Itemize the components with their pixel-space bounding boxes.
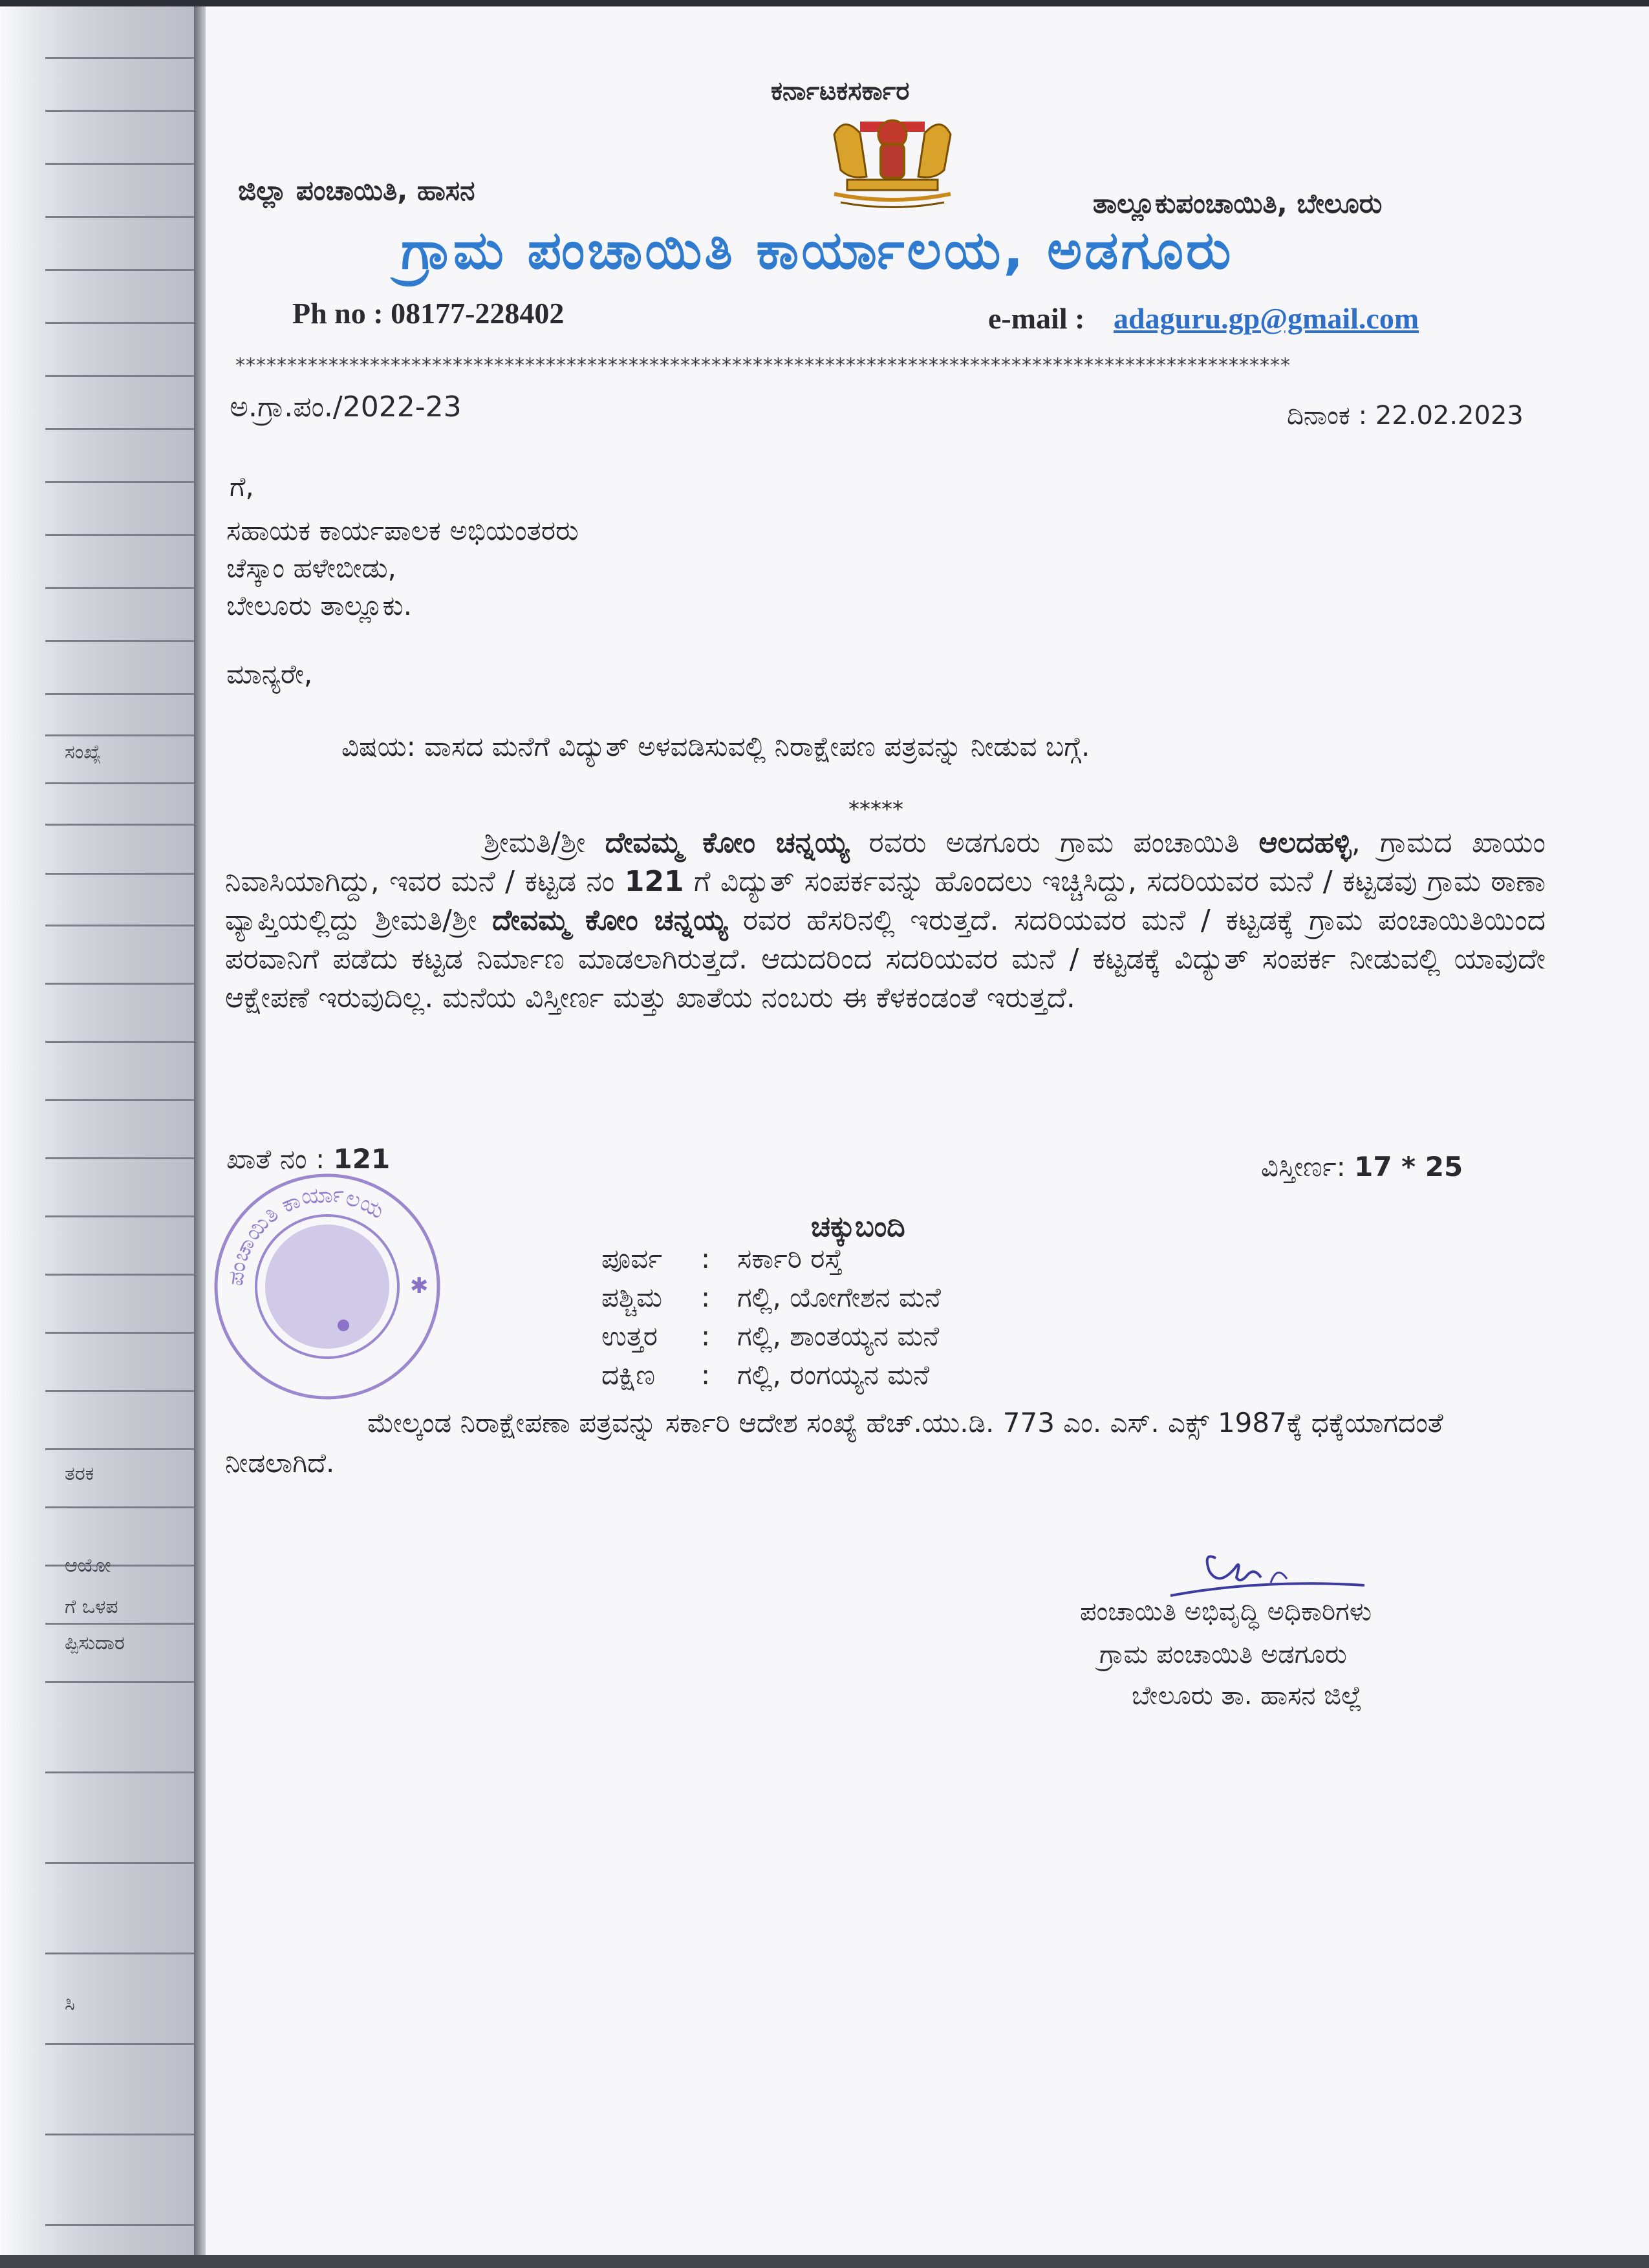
reference-number: ಅ.ಗ್ರಾ.ಪಂ./2022-23 — [230, 390, 462, 423]
boundary-colon: : — [701, 1281, 711, 1313]
office-seal-stamp — [204, 1164, 450, 1409]
house-number: 121 — [624, 865, 684, 898]
binding-fragment: ಆಯೋ — [65, 1554, 111, 1577]
property-extent: ವಿಸ್ತೀರ್ಣ: 17 * 25 — [1261, 1151, 1463, 1182]
phone-number: Ph no : 08177-228402 — [292, 297, 565, 330]
email-link[interactable]: adaguru.gp@gmail.com — [1114, 302, 1419, 335]
recipient-line: ಚೆಸ್ಕಾಂ ಹಳೇಬೀಡು, — [226, 552, 396, 584]
applicant-name: ದೇವಮ್ಮ ಕೋಂ ಚನ್ನಯ್ಯ — [605, 826, 850, 859]
section-divider: ***** — [848, 797, 903, 822]
boundary-value: ಸರ್ಕಾರಿ ರಸ್ತೆ — [737, 1243, 843, 1274]
boundaries-title: ಚಕ್ಕುಬಂದಿ — [811, 1210, 905, 1243]
government-heading: ಕರ್ನಾಟಕಸರ್ಕಾರ — [771, 76, 910, 106]
recipient-to: ಗೆ, — [230, 471, 254, 502]
binding-fragment: ಸಿ — [65, 1993, 75, 2015]
boundary-direction: ದಕ್ಷಿಣ — [601, 1359, 656, 1391]
boundary-colon: : — [701, 1320, 711, 1352]
email-label: e-mail : — [988, 302, 1085, 335]
binding-fragment: ಗೆ ಒಳಪ — [65, 1596, 118, 1618]
body-paragraph: ಶ್ರೀಮತಿ/ಶ್ರೀ ದೇವಮ್ಮ ಕೋಂ ಚನ್ನಯ್ಯ ರವರು ಅಡಗೂರು ಗ್ರಾಮ ಪಂಚಾಯಿತಿ ಆಲದಹಳ್ಳಿ, ಗ್ರಾಮದ ಖಾಯಂ ನಿವಾಸಿಯಾಗಿದ್ದು, ಇವರ ಮನೆ / ಕಟ್ಟಡ ನಂ 121 ಗೆ ವಿದ್ಯುತ್ ಸಂಪರ್ಕವನ್ನು ಹೊಂದಲು ಇಚ್ಚಿಸಿದ್ದು, ಸದರಿಯವರ ಮನೆ / ಕಟ್ಟಡವು ಗ್ರಾಮ ಠಾಣಾ ವ್ಯಾಪ್ತಿಯಲ್ಲಿದ್ದು ಶ್ರೀಮತಿ/ಶ್ರೀ ದೇವಮ್ಮ ಕೋಂ ಚನ್ನಯ್ಯ ರವರ ಹೆಸರಿನಲ್ಲಿ ಇರುತ್ತದೆ. ಸದರಿಯವರ ಮನೆ / ಕಟ್ಟಡಕ್ಕೆ ಗ್ರಾಮ ಪಂಚಾಯಿತಿಯಿಂದ ಪರವಾನಿಗೆ ಪಡೆದು ಕಟ್ಟಡ ನಿರ್ಮಾಣ ಮಾಡಲಾಗಿರುತ್ತದೆ. ಆದುದರಿಂದ ಸದರಿಯವರ ಮನೆ / ಕಟ್ಟಡಕ್ಕೆ ವಿದ್ಯುತ್ ಸಂಪರ್ಕ ನೀಡುವಲ್ಲಿ ಯಾವುದೇ ಆಕ್ಷೇಪಣೆ ಇರುವುದಿಲ್ಲ. ಮನೆಯ ವಿಸ್ತೀರ್ಣ ಮತ್ತು ಖಾತೆಯ ನಂಬರು ಈ ಕೆಳಕಂಡಂತೆ ಇರುತ್ತದೆ. — [225, 826, 1546, 1014]
binding-fragment: ಸಂಖ್ಯೆ — [65, 741, 102, 764]
scan-bottom-edge — [0, 2255, 1649, 2268]
zilla-panchayat-label: ಜಿಲ್ಲಾ ಪಂಚಾಯಿತಿ, ಹಾಸನ — [238, 175, 475, 206]
svg-text:✱: ✱ — [410, 1273, 429, 1299]
boundary-direction: ಉತ್ತರ — [601, 1320, 658, 1352]
signatory-designation: ಪಂಚಾಯಿತಿ ಅಭಿವೃದ್ಧಿ ಅಧಿಕಾರಿಗಳು — [1080, 1597, 1372, 1627]
letter-page — [194, 0, 1649, 2268]
boundary-colon: : — [701, 1359, 711, 1391]
recipient-line: ಬೇಲೂರು ತಾಲ್ಲೂಕು. — [226, 590, 413, 621]
closing-statement: ಮೇಲ್ಕಂಡ ನಿರಾಕ್ಷೇಪಣಾ ಪತ್ರವನ್ನು ಸರ್ಕಾರಿ ಆದೇಶ ಸಂಖ್ಯೆ ಹೆಚ್.ಯು.ಡಿ. 773 ಎಂ. ಎಸ್. ಎಕ್ಸ್ 1987ಕ್ಕೆ ಧಕ್ಕೆಯಾಗದಂತೆ ನೀಡಲಾಗಿದೆ. — [225, 1407, 1443, 1479]
boundary-direction: ಪಶ್ಚಿಮ — [601, 1281, 663, 1313]
letter-date: ದಿನಾಂಕ : 22.02.2023 — [1287, 401, 1524, 431]
boundary-direction: ಪೂರ್ವ — [601, 1243, 662, 1274]
boundary-value: ಗಲ್ಲಿ, ಶಾಂತಯ್ಯನ ಮನೆ — [737, 1320, 940, 1352]
binding-fragment: ಪ್ಪಿಸುದಾರ — [65, 1632, 125, 1654]
salutation: ಮಾನ್ಯರೇ, — [226, 658, 313, 690]
scan-top-edge — [0, 0, 1649, 6]
khata-number: ಖಾತೆ ನಂ : 121 — [226, 1143, 391, 1175]
register-binding-strip — [0, 0, 194, 2268]
page-fold-shadow — [194, 0, 206, 2268]
header-separator: ****************************************************************************************************** — [235, 354, 1291, 377]
seal-text: ಪಂಚಾಯಿತಿ ಕಾರ್ಯಾಲಯ — [222, 1181, 389, 1288]
signatory-office: ಗ್ರಾಮ ಪಂಚಾಯಿತಿ ಅಡಗೂರು — [1099, 1640, 1347, 1669]
taluk-panchayat-label: ತಾಲ್ಲೂಕುಪಂಚಾಯಿತಿ, ಬೇಲೂರು — [1093, 187, 1383, 219]
signatory-location: ಬೇಲೂರು ತಾ. ಹಾಸನ ಜಿಲ್ಲೆ — [1132, 1681, 1363, 1711]
state-emblem-icon — [821, 109, 964, 212]
village-name: ಆಲದಹಳ್ಳಿ — [1258, 826, 1352, 859]
boundary-value: ಗಲ್ಲಿ, ರಂಗಯ್ಯನ ಮನೆ — [737, 1359, 930, 1391]
boundary-colon: : — [701, 1243, 711, 1274]
applicant-name: ದೇವಮ್ಮ ಕೋಂ ಚನ್ನಯ್ಯ — [492, 904, 728, 937]
subject-line: ವಿಷಯ: ವಾಸದ ಮನೆಗೆ ವಿದ್ಯುತ್ ಅಳವಡಿಸುವಲ್ಲಿ ನಿರಾಕ್ಷೇಪಣ ಪತ್ರವನ್ನು ನೀಡುವ ಬಗ್ಗೆ. — [341, 731, 1090, 762]
recipient-line: ಸಹಾಯಕ ಕಾರ್ಯಪಾಲಕ ಅಭಿಯಂತರರು — [226, 515, 579, 546]
binding-fragment: ತರಕ — [65, 1462, 94, 1485]
office-title: ಗ್ರಾಮ ಪಂಚಾಯಿತಿ ಕಾರ್ಯಾಲಯ, ಅಡಗೂರು — [401, 220, 1234, 281]
boundary-value: ಗಲ್ಲಿ, ಯೋಗೇಶನ ಮನೆ — [737, 1281, 941, 1313]
